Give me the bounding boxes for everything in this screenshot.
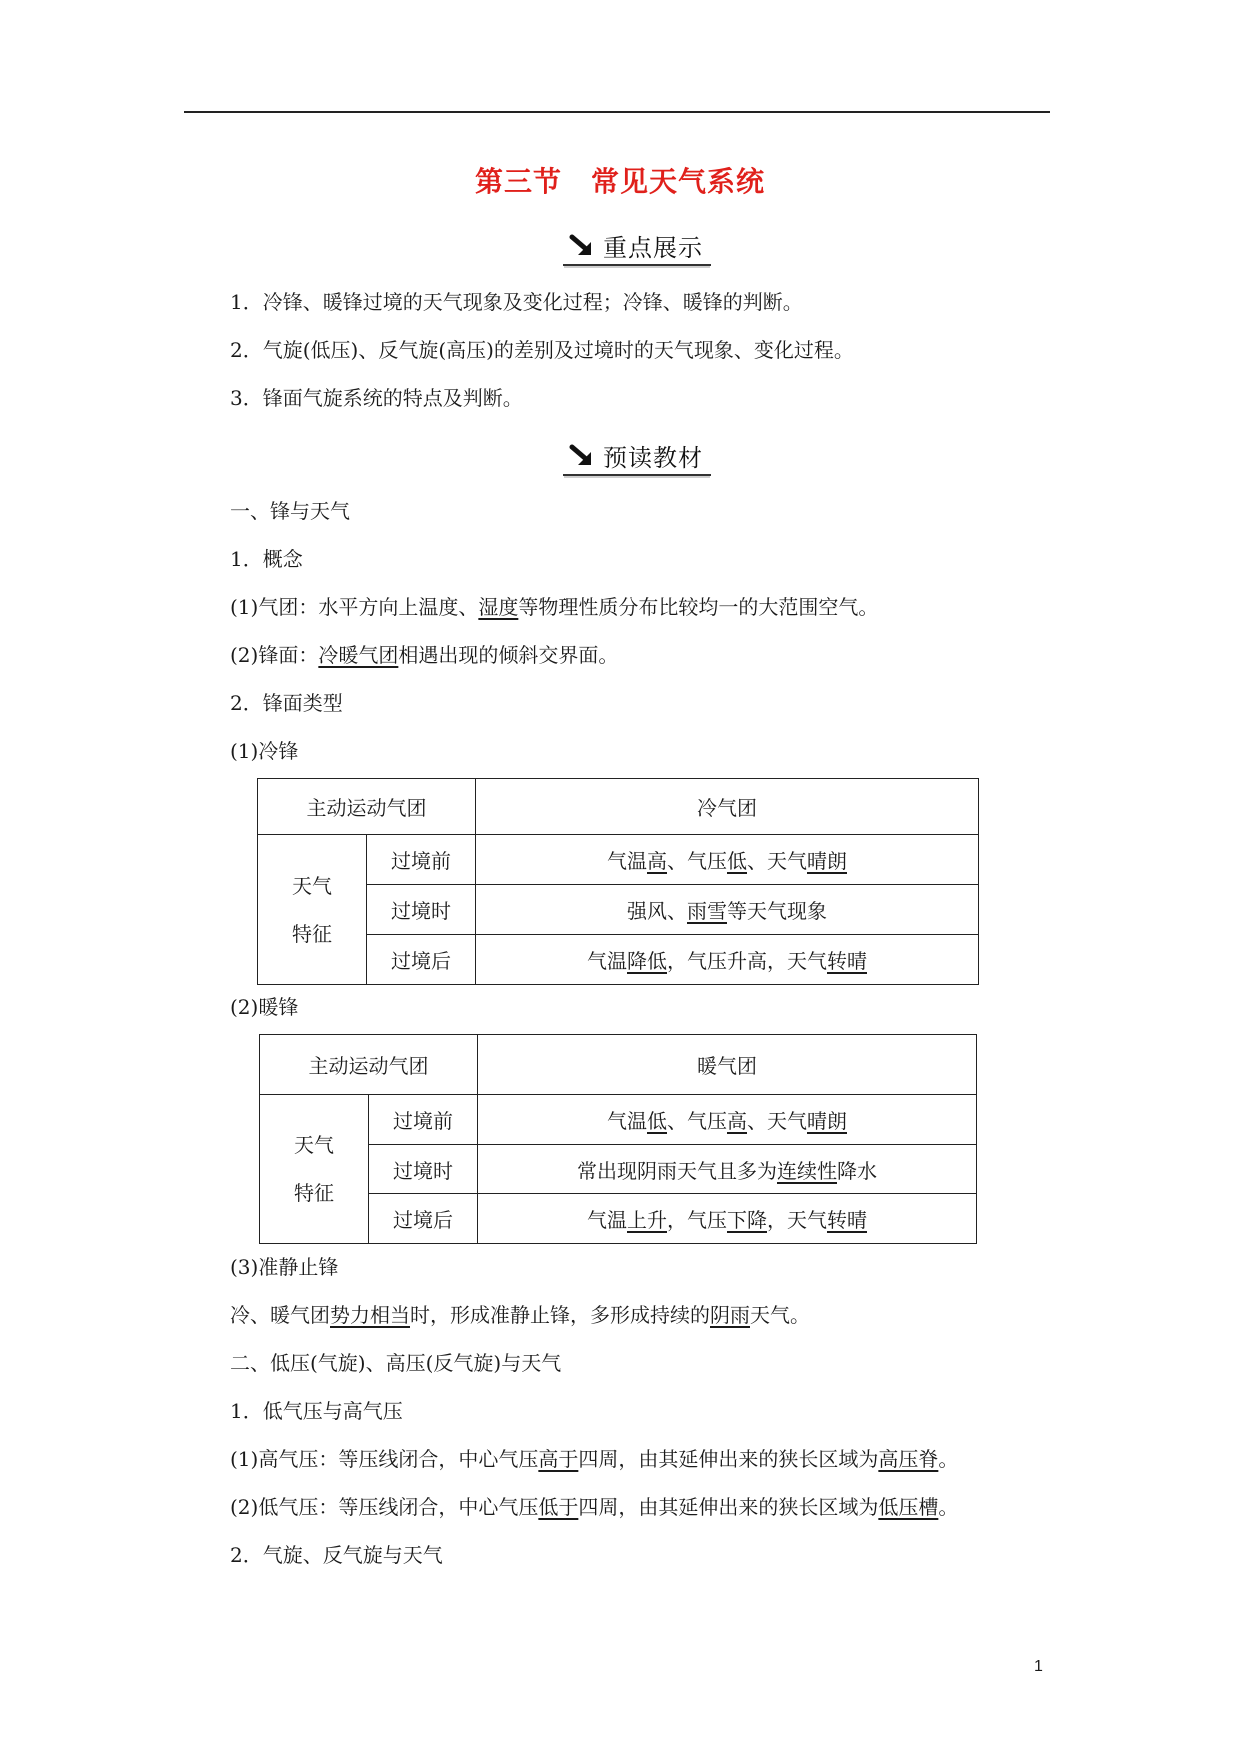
cold-front-table (257, 778, 979, 985)
stationary-front-label: (3)准静止锋 (230, 1255, 339, 1279)
row-value: 气温低、气压高、天气晴朗 (478, 1095, 977, 1145)
weather-feature-label: 天气 特征 (258, 835, 367, 985)
low-pressure-definition: (2)低气压：等压线闭合，中心气压低于四周，由其延伸出来的狭长区域为低压槽。 (230, 1495, 959, 1519)
key-point-3: 3．锋面气旋系统的特点及判断。 (230, 386, 523, 410)
row-value: 常出现阴雨天气且多为连续性降水 (478, 1145, 977, 1194)
bold-down-right-arrow-icon (569, 234, 595, 258)
section-heading-preview (563, 436, 711, 476)
table-row (260, 1035, 977, 1095)
concept-heading: 1．概念 (230, 547, 303, 571)
key-point-2: 2．气旋(低压)、反气旋(高压)的差别及过境时的天气现象、变化过程。 (230, 338, 854, 362)
row-label: 过境后 (369, 1194, 478, 1244)
row-label: 过境前 (367, 835, 476, 885)
table-row (258, 885, 979, 935)
page-title: 第三节 常见天气系统 (474, 165, 765, 198)
header-rule (184, 111, 1050, 113)
warm-front-label: (2)暖锋 (230, 995, 299, 1019)
answer-blank: 冷暖气团 (318, 643, 399, 667)
row-label: 过境后 (367, 935, 476, 985)
table-head-value: 冷气团 (476, 779, 979, 835)
key-point-1: 1．冷锋、暖锋过境的天气现象及变化过程；冷锋、暖锋的判断。 (230, 290, 803, 314)
row-label: 过境前 (369, 1095, 478, 1145)
section-heading-key-points (563, 226, 711, 266)
table-row (260, 1095, 977, 1145)
high-pressure-definition: (1)高气压：等压线闭合，中心气压高于四周，由其延伸出来的狭长区域为高压脊。 (230, 1447, 959, 1471)
weather-feature-label: 天气 特征 (260, 1095, 369, 1244)
table-row (258, 935, 979, 985)
answer-blank: 湿度 (478, 595, 519, 619)
row-label: 过境时 (367, 885, 476, 935)
front-types-heading: 2．锋面类型 (230, 691, 343, 715)
cyclone-subheading: 2．气旋、反气旋与天气 (230, 1543, 443, 1567)
section-heading-text: 重点展示 (603, 234, 703, 262)
row-value: 强风、雨雪等天气现象 (476, 885, 979, 935)
table-row (258, 779, 979, 835)
table-head-label: 主动运动气团 (260, 1035, 478, 1095)
table-head-label: 主动运动气团 (258, 779, 476, 835)
bold-down-right-arrow-icon (569, 444, 595, 468)
air-mass-definition: (1)气团：水平方向上温度、湿度等物理性质分布比较均一的大范围空气。 (230, 595, 879, 619)
front-surface-definition: (2)锋面：冷暖气团相遇出现的倾斜交界面。 (230, 643, 619, 667)
section-heading-text: 预读教材 (603, 444, 703, 472)
part1-heading: 一、锋与天气 (230, 499, 350, 523)
cold-front-label: (1)冷锋 (230, 739, 299, 763)
row-value: 气温高、气压低、天气晴朗 (476, 835, 979, 885)
warm-front-table (259, 1034, 977, 1244)
page-number: 1 (1034, 1658, 1043, 1675)
part2-heading: 二、低压(气旋)、高压(反气旋)与天气 (230, 1351, 562, 1375)
row-label: 过境时 (369, 1145, 478, 1194)
stationary-front-text: 冷、暖气团势力相当时，形成准静止锋，多形成持续的阴雨天气。 (230, 1303, 810, 1327)
table-head-value: 暖气团 (478, 1035, 977, 1095)
row-value: 气温上升，气压下降，天气转晴 (478, 1194, 977, 1244)
table-row (258, 835, 979, 885)
row-value: 气温降低，气压升高，天气转晴 (476, 935, 979, 985)
pressure-subheading: 1．低气压与高气压 (230, 1399, 403, 1423)
